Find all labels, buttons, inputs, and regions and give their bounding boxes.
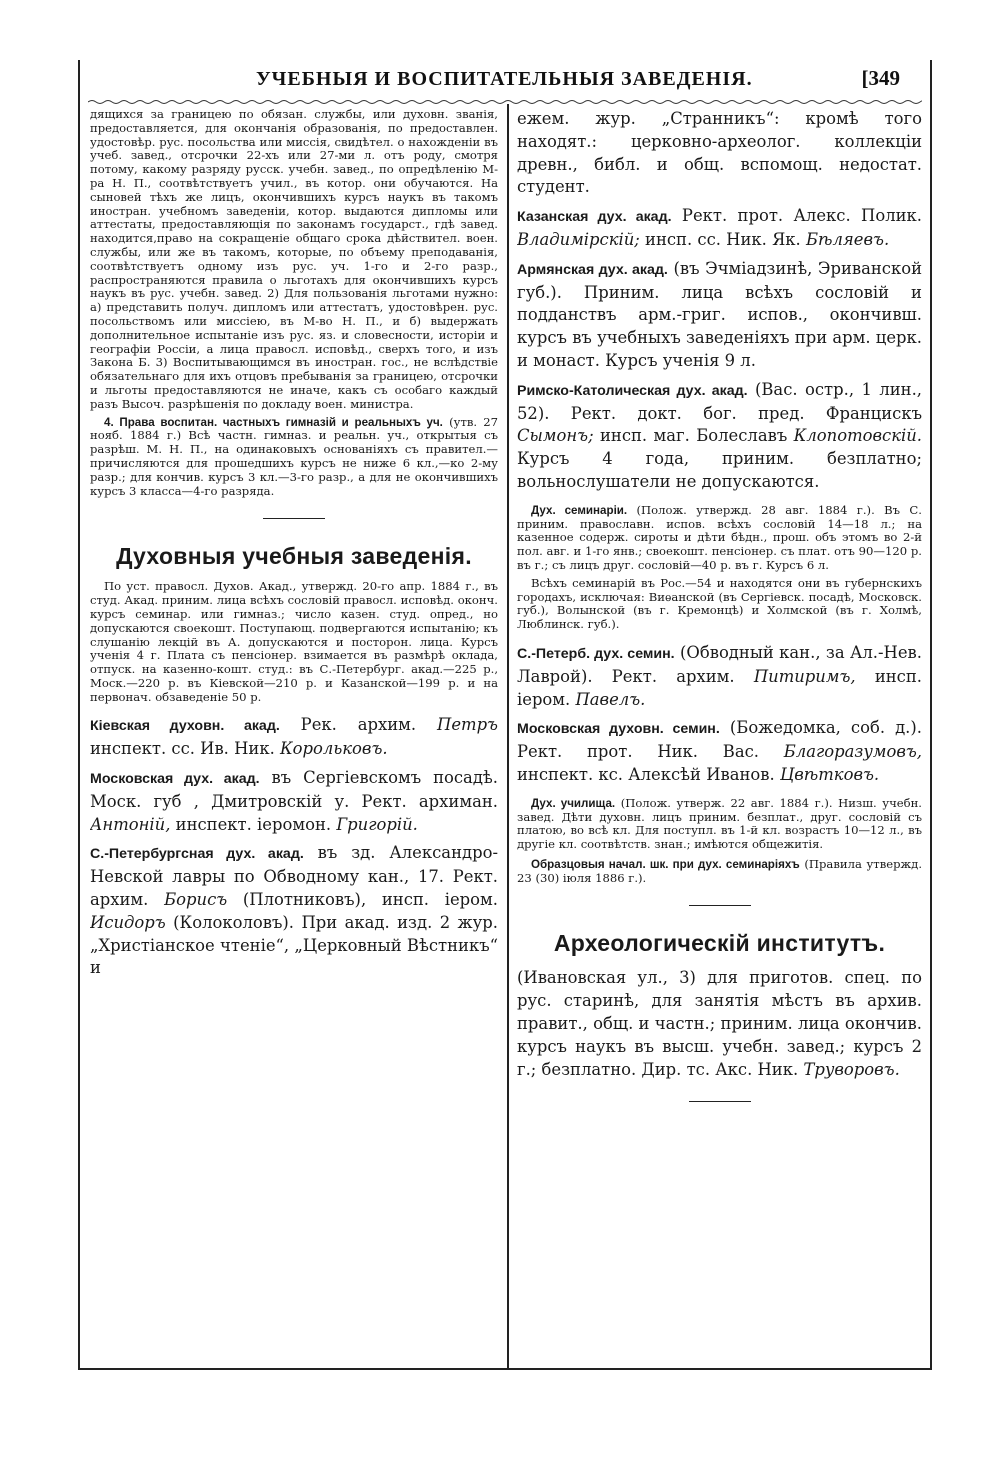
entry-text: (Вас. остр., 1 лин., 52). Рект. докт. бог. пред. Францискъ	[517, 379, 922, 423]
entry-text: инсп. сс. Ник. Як.	[645, 229, 801, 249]
entry-name: Питиримъ,	[753, 666, 856, 686]
entry-text: инспект. іеромон.	[175, 814, 332, 834]
entry-text: инспект. кс. Алексѣй Иванов.	[517, 764, 775, 784]
entry-name: Антоній,	[90, 814, 171, 834]
column-divider	[507, 104, 509, 1368]
private-gymnasia-text: (утв. 27 нояб. 1884 г.) Всѣ частн. гимназ. и реальн. уч., открытыя съ разрѣш. М. Н. П., на одинаковыхъ основаніяхъ съ правител.—причисляются для прошедшихъ курсъ не ниже 6 кл.,—ко 2-му разр.; для кончив. курсъ 3 кл.—3-го разр., а для не окончившихъ курсъ 3 класса—4-го разряда.	[90, 414, 498, 498]
entry-text: инсп. іером.	[517, 666, 922, 709]
entry-text: (Плотниковъ), инсп. іером.	[242, 890, 498, 910]
private-gymnasia-heading: 4. Права воспитан. частныхъ гимназій и реальныхъ уч.	[104, 415, 443, 429]
entry-name: Григорій.	[336, 814, 418, 834]
entry-catholic-academy	[517, 379, 922, 494]
schools-text: (Полож. утверж. 22 авг. 1884 г.). Низш. учебн. завед. Дѣти духовн. лицъ приним. безплат., друг. сословій съ платою, во всѣ кл. Для поступл. въ 1-й кл. возрастъ 10—12 л., въ другіе кл. соотвѣтств. знан.; имѣются общежитія.	[517, 795, 922, 852]
entry-armenian-academy	[517, 258, 922, 373]
entry-name: Корольковъ.	[280, 739, 388, 759]
paragraph-spiritual-intro: По уст. правосл. Духов. Акад., утвержд. 20-го апр. 1884 г., въ студ. Акад. приним. лица всѣхъ сословій правосл. исповѣд. оконч. курсъ семинар. или гимназ.; число казен. студ. опред., но допускаются своекошт. Поступающ. подвергаются испытанію; къ слушанію лекцій въ А. допускаются и посторон. лица. Курсъ ученія 4 г. Плата съ пенсіонер. взимается въ размѣрѣ оклада, отпуск. на казенно-кошт. студ.: въ С.-Петербург. акад.—225 р., Моск.—220 р. въ Кіевской—210 р. и Казанской—199 р. и на первонач. обзаведеніе 50 р.	[90, 579, 498, 704]
entry-heading: Римско-Католическая дух. акад.	[517, 382, 748, 399]
entry-text: (Ивановская ул., 3) для приготов. спец. по рус. старинѣ, для занятія мѣстъ въ архив. правит., общ. и частн.; приним. лица окончив. курсъ наукъ въ высш. учебн. завед.; курсъ 2 г.; безплатно. Дир. тс. Акс. Ник.	[517, 968, 922, 1079]
section-rule-bottom	[689, 1101, 751, 1102]
entry-heading: С.-Петербургсная дух. акад.	[90, 846, 304, 863]
entry-heading: Московская духовн. семин.	[517, 721, 720, 738]
entry-kazan-academy	[517, 205, 922, 252]
entry-text: инспект. сс. Ив. Ник.	[90, 739, 275, 759]
right-column	[517, 108, 922, 1126]
seminaries-text: (Полож. утвержд. 28 авг. 1884 г.). Въ С. приним. православн. испов. всѣхъ сословій 14—18 л.; на казенное содерж. сироты и дѣти бѣдн., прош. объ этомъ во 2-й пол. авг. и 1-го янв.; своекошт. пенсіонер. съ плат. отъ 90—120 р. въ г.; съ лицъ друг. сословій—40 р. въ г. Курсъ 6 л.	[517, 502, 922, 572]
entry-heading: С.-Петерб. дух. семин.	[517, 645, 675, 662]
section-title-archaeological: Археологическій институтъ.	[553, 930, 886, 957]
entry-text: (Обводный кан., за Ал.-Нев. Лаврой). Рект. архим.	[517, 642, 922, 686]
entry-moscow-seminary	[517, 717, 922, 786]
entry-text: Курсъ 4 года, приним. безплатно; вольнослушатели не допускаются.	[517, 449, 922, 491]
paragraph-seminaries-count: Всѣхъ семинарій въ Рос.—54 и находятся они въ губернскихъ городахъ, исключая: Виѳанской (въ Сергіевск. посадѣ, Московск. губ.), Волынской (въ г. Кремонцѣ) и Холмской (въ г. Холмѣ, Люблинск. губ.).	[517, 575, 922, 632]
entry-spb-academy	[90, 842, 498, 980]
entry-heading: Московская дух. акад.	[90, 771, 260, 788]
entry-name: Благоразумовъ,	[783, 742, 922, 762]
entry-name: Труворовъ.	[803, 1059, 900, 1079]
entry-heading: Армянская дух. акад.	[517, 261, 668, 278]
entry-name: Бѣляевъ.	[805, 229, 890, 249]
entry-name: Клопотовскій.	[793, 426, 922, 446]
running-header	[80, 60, 930, 96]
entry-heading: Кіевская духовн. акад.	[90, 718, 280, 735]
schools-heading: Дух. училища.	[531, 796, 616, 810]
page-frame	[78, 60, 932, 1370]
entry-archaeological-institute	[517, 967, 922, 1081]
entry-name: Павелъ.	[575, 689, 646, 709]
header-wavy-rule	[88, 98, 922, 106]
left-column	[90, 108, 498, 980]
entry-continuation: ежем. жур. „Странникъ“: кромѣ того находят.: церковно-археолог. коллекціи древн., библ. и общ. вспомощ. недостат. студент.	[517, 109, 922, 197]
entry-text: инсп. маг. Болеславъ	[599, 426, 788, 446]
section-rule	[263, 518, 325, 519]
entry-name: Сымонъ;	[517, 426, 594, 446]
paragraph-foreign-schools: дящихся за границею по обязан. службы, или духовн. званія, предоставляется, для окончанія образованія, по предоставлен. удостовѣр. рус. посольства или миссія, свидѣтел. о нахожденіи въ учеб. завед., отсрочки 22-хъ или 27-ми л. отъ роду, смотря потому, какому разряду русск. учебн. завед., по опредѣленію М-ра Н. П., соотвѣтствуетъ учил., въ котор. они обучаются. На сыновей тѣхъ же лицъ, окончившихъ курсъ наукъ въ такомъ иностран. учебномъ заведеніи, котор. выдаются дипломы или аттестаты, предоставляющія по законамъ государст., гдѣ завед. находится,право на сокращеніе общаго срока дѣйствител. воен. службы, или же въ такомъ, которые, по объему преподаванія, соотвѣтствуетъ одному изъ рус. уч. 1-го и 2-го разр., распространяются правила о льготахъ для окончившихъ курсъ наукъ въ рус. учебн. завед. 2) Для пользованія льготами нужно: а) представить получ. дипломъ или аттестатъ, удостовѣрен. рус. посольствомъ или миссіею, въ М-во Н. П., и б) выдержать дополнительное испытаніе изъ рус. яз. и словесности, исторіи и географіи Россіи, а лица правосл. исповѣд., сверхъ того, и изъ Закона Б. 3) Воспитывающимся въ иностран. гос., не вслѣдствіе обязательнаго для ихъ отцовъ пребыванія за границею, отсрочки и льготы предоставляются не иначе, какъ съ особаго каждый разъ Высоч. разрѣшенія по докладу воен. министра.	[90, 108, 498, 411]
entry-name: Исидоръ	[90, 912, 166, 932]
entry-text: (въ Эчміадзинѣ, Эриванской губ.). Приним. лица всѣхъ сословій и подданствъ арм.-григ. испов., окончивш. курсъ въ учебныхъ заведеніяхъ при арм. церк. и монаст. Курсъ ученія 9 л.	[517, 258, 922, 370]
entry-spb-seminary	[517, 642, 922, 711]
running-title: УЧЕБНЫЯ И ВОСПИТАТЕЛЬНЫЯ ЗАВЕДЕНІЯ.	[256, 68, 753, 90]
entry-text: (Колоколовъ). При акад. изд. 2 жур. „Христіанское чтеніе“, „Церковный Вѣстникъ“ и	[90, 912, 498, 978]
model-schools-text: (Правила утвержд. 23 (30) іюля 1886 г.).	[517, 856, 922, 885]
entry-text: въ зд. Александро-Невской лавры по Обводному кан., 17. Рект. архим.	[90, 843, 498, 910]
page-number: [349	[861, 66, 900, 90]
entry-kiev-academy	[90, 714, 498, 761]
entry-name: Борисъ	[164, 890, 228, 910]
entry-text: Рект. прот. Алекс. Полик.	[681, 206, 922, 226]
entry-name: Владимірскій;	[517, 229, 640, 249]
paragraph-private-gymnasia	[90, 416, 498, 499]
entry-name: Цвѣтковъ.	[779, 764, 880, 784]
entry-text: Рек. архим.	[300, 715, 417, 735]
paragraph-spiritual-schools	[517, 797, 922, 852]
entry-moscow-academy	[90, 767, 498, 836]
section-title-spiritual: Духовныя учебныя заведенія.	[116, 543, 472, 570]
entry-text: (Божедомка, соб. д.). Рект. прот. Ник. Вас.	[517, 718, 922, 762]
paragraph-seminaries	[517, 504, 922, 573]
paragraph-model-schools	[517, 858, 922, 886]
entry-name: Петръ	[437, 715, 498, 735]
seminaries-heading: Дух. семинаріи.	[531, 503, 628, 517]
section-rule	[689, 905, 751, 906]
entry-heading: Казанская дух. акад.	[517, 209, 672, 226]
entry-text: въ Сергіевскомъ посадѣ. Моск. губ , Дмитровскій у. Рект. архиман.	[90, 768, 498, 811]
model-schools-heading: Образцовыя начал. шк. при дух. семинаріяхъ	[531, 857, 800, 871]
